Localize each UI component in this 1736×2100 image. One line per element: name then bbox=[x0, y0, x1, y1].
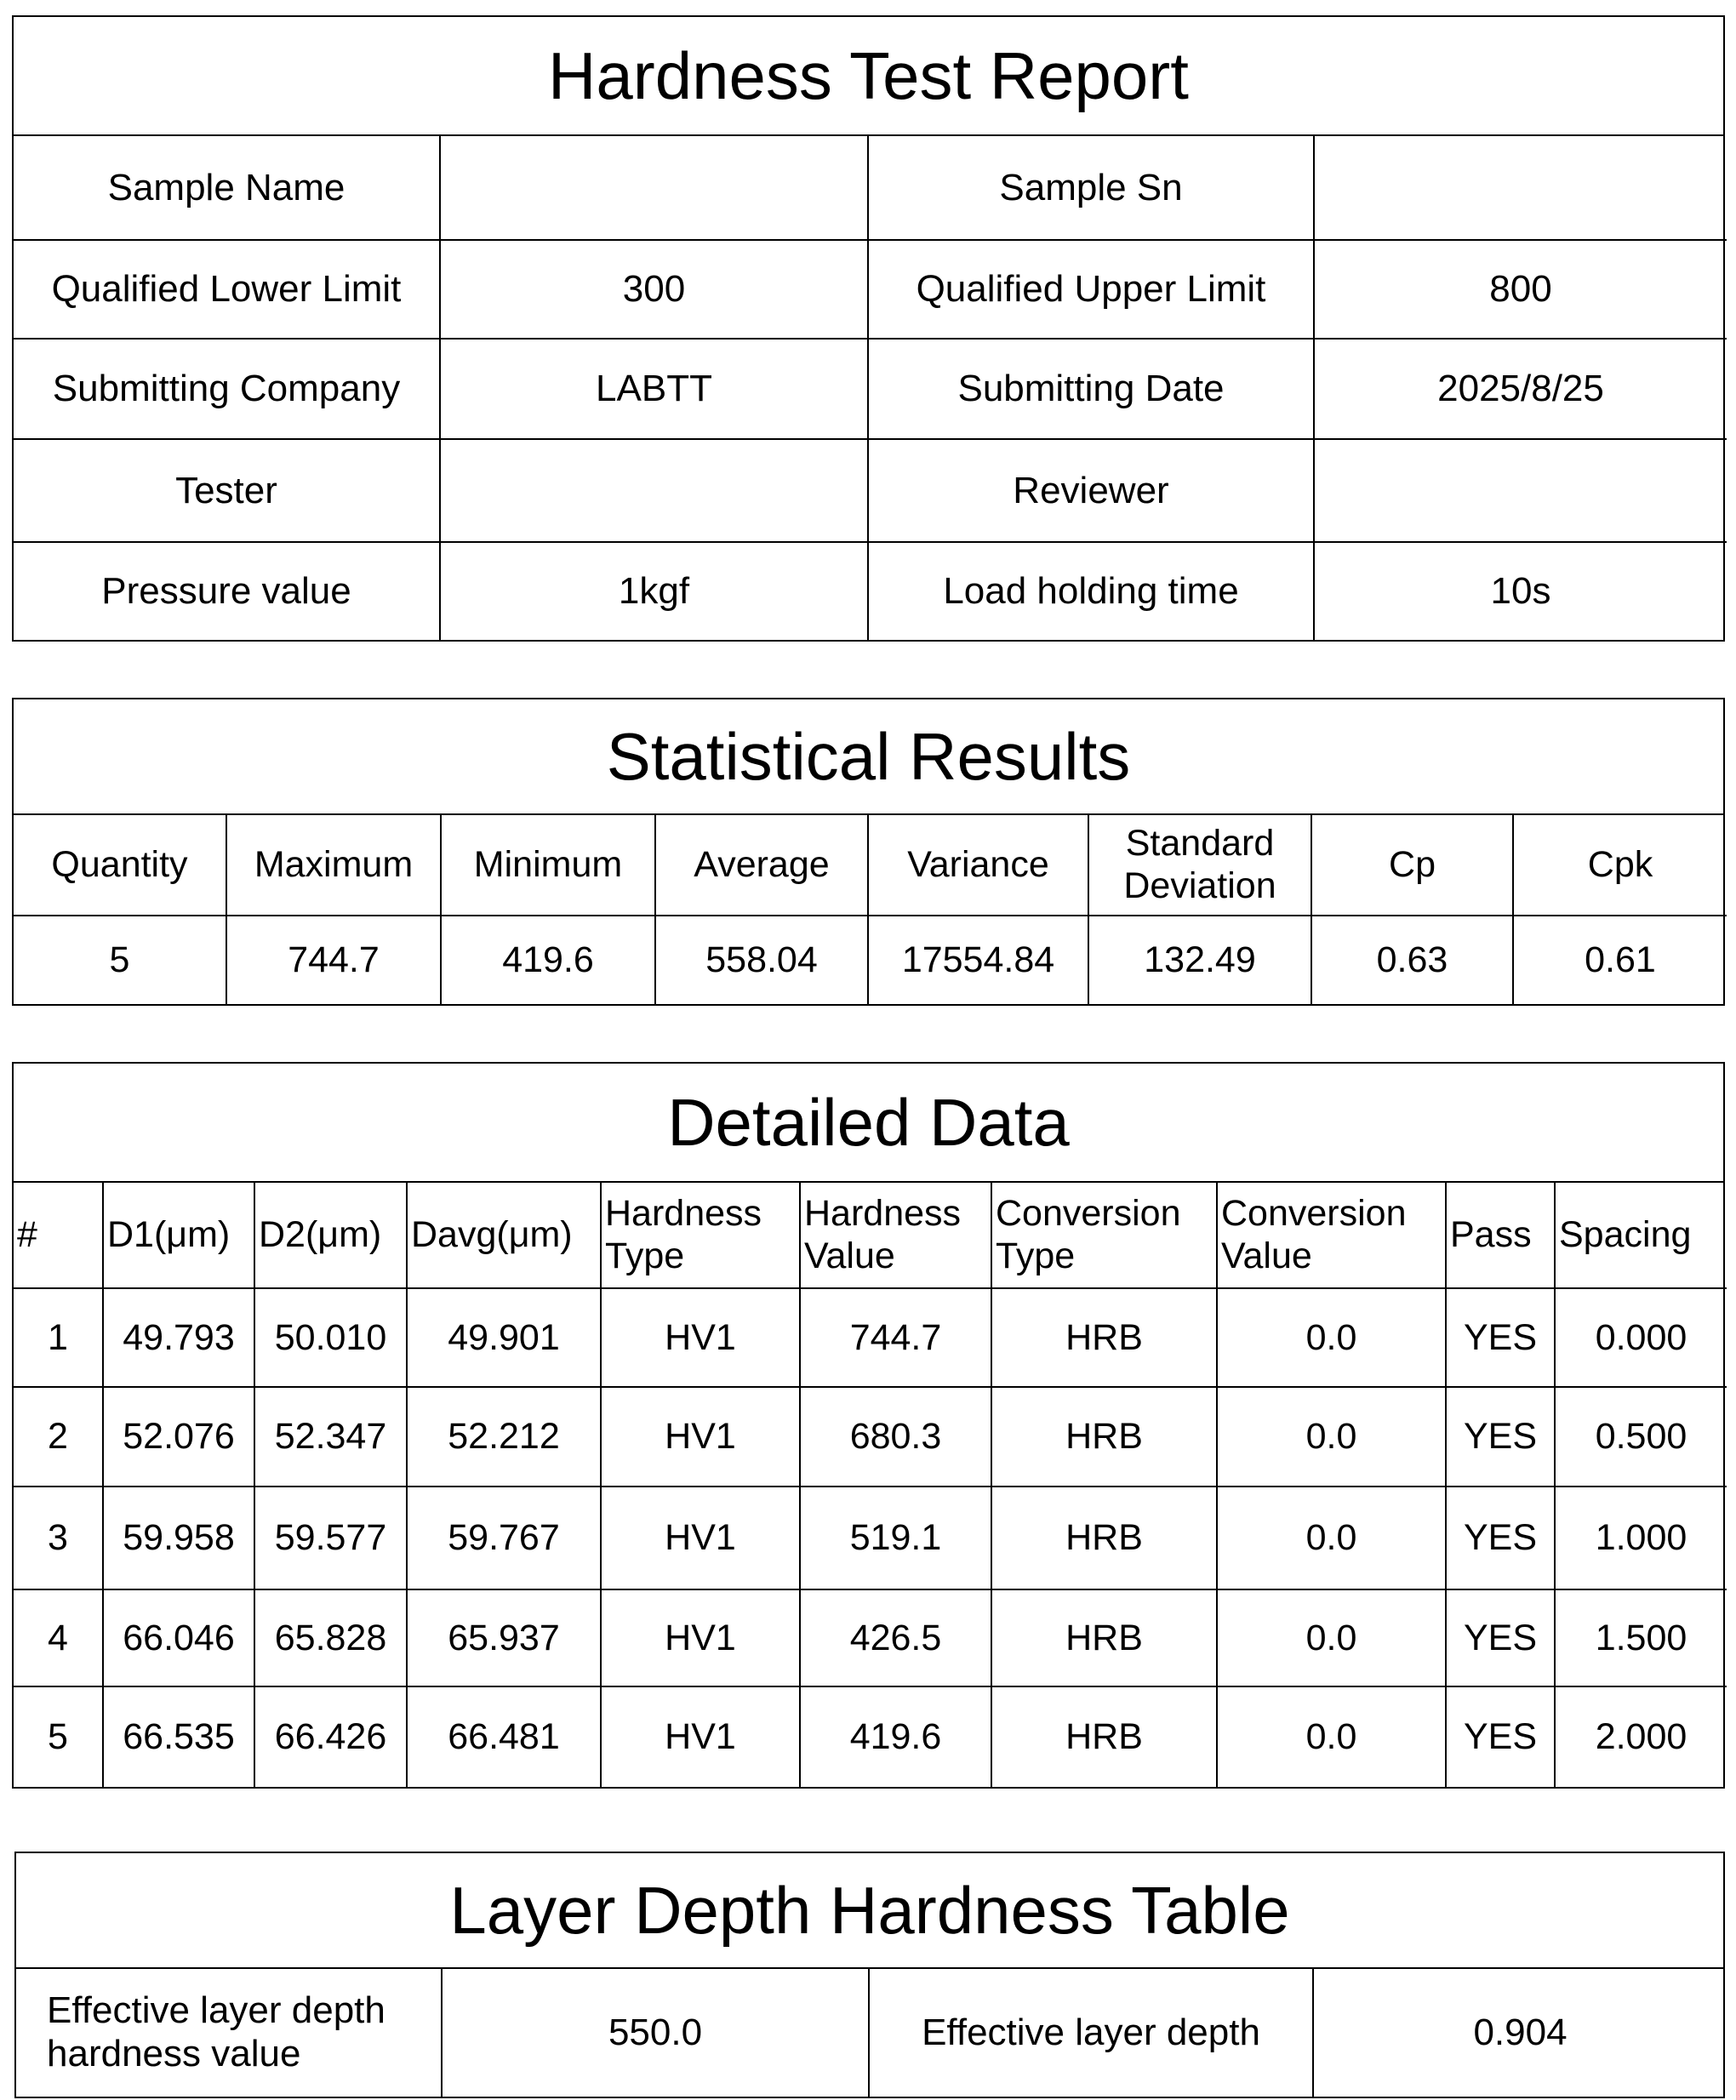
table-row bbox=[14, 1589, 1727, 1686]
detail-cell: HV1 bbox=[601, 1686, 800, 1787]
stat-value: 0.63 bbox=[1311, 916, 1513, 1004]
detail-section bbox=[12, 1062, 1725, 1789]
stat-header: Cpk bbox=[1513, 815, 1727, 916]
stat-value: 17554.84 bbox=[868, 916, 1088, 1004]
detail-cell: HV1 bbox=[601, 1487, 800, 1589]
stat-header: Cp bbox=[1311, 815, 1513, 916]
detail-cell: 1 bbox=[14, 1288, 103, 1387]
detail-cell: YES bbox=[1446, 1487, 1555, 1589]
detail-cell: 744.7 bbox=[800, 1288, 991, 1387]
detail-cell: 52.076 bbox=[103, 1387, 254, 1487]
detail-cell: HRB bbox=[991, 1589, 1217, 1686]
info-label: Pressure value bbox=[14, 542, 440, 640]
detail-title: Detailed Data bbox=[14, 1064, 1723, 1183]
detail-header: Hardness Type bbox=[601, 1183, 800, 1288]
detail-cell: 66.481 bbox=[407, 1686, 601, 1787]
detail-cell: 680.3 bbox=[800, 1387, 991, 1487]
detail-cell: 66.426 bbox=[254, 1686, 407, 1787]
statistics-section bbox=[12, 698, 1725, 1006]
layer-section bbox=[14, 1852, 1725, 2098]
detail-cell: 52.347 bbox=[254, 1387, 407, 1487]
info-row bbox=[14, 136, 1727, 240]
stat-value: 5 bbox=[14, 916, 226, 1004]
detail-cell: 65.828 bbox=[254, 1589, 407, 1686]
detail-cell: 3 bbox=[14, 1487, 103, 1589]
detail-cell: 2.000 bbox=[1555, 1686, 1727, 1787]
layer-label: Effective layer depth bbox=[869, 1969, 1313, 2097]
detail-cell: 0.000 bbox=[1555, 1288, 1727, 1387]
detail-cell: 59.958 bbox=[103, 1487, 254, 1589]
detail-cell: YES bbox=[1446, 1686, 1555, 1787]
info-label: Tester bbox=[14, 439, 440, 542]
info-label: Qualified Upper Limit bbox=[868, 240, 1314, 339]
info-value bbox=[1314, 439, 1727, 542]
detail-cell: 66.535 bbox=[103, 1686, 254, 1787]
detail-cell: 426.5 bbox=[800, 1589, 991, 1686]
detail-cell: 5 bbox=[14, 1686, 103, 1787]
detail-cell: 49.901 bbox=[407, 1288, 601, 1387]
table-row bbox=[14, 1387, 1727, 1487]
detail-cell: HRB bbox=[991, 1686, 1217, 1787]
statistics-header-row bbox=[14, 815, 1727, 916]
layer-value: 0.904 bbox=[1313, 1969, 1727, 2097]
info-label: Submitting Date bbox=[868, 339, 1314, 439]
info-value: 10s bbox=[1314, 542, 1727, 640]
detail-cell: 52.212 bbox=[407, 1387, 601, 1487]
detail-cell: 2 bbox=[14, 1387, 103, 1487]
layer-value: 550.0 bbox=[442, 1969, 869, 2097]
detail-cell: 519.1 bbox=[800, 1487, 991, 1589]
table-row bbox=[14, 1288, 1727, 1387]
detail-cell: 1.000 bbox=[1555, 1487, 1727, 1589]
detail-cell: 0.0 bbox=[1217, 1686, 1446, 1787]
info-row bbox=[14, 542, 1727, 640]
info-value: LABTT bbox=[440, 339, 868, 439]
report-section bbox=[12, 15, 1725, 642]
detail-cell: HRB bbox=[991, 1487, 1217, 1589]
report-title: Hardness Test Report bbox=[14, 17, 1723, 136]
detail-cell: 4 bbox=[14, 1589, 103, 1686]
detail-cell: HV1 bbox=[601, 1589, 800, 1686]
statistics-value-row bbox=[14, 916, 1727, 1004]
detail-cell: 1.500 bbox=[1555, 1589, 1727, 1686]
table-row bbox=[14, 1487, 1727, 1589]
layer-table bbox=[16, 1969, 1727, 2097]
detail-cell: 0.0 bbox=[1217, 1487, 1446, 1589]
detail-cell: 0.0 bbox=[1217, 1288, 1446, 1387]
stat-value: 132.49 bbox=[1088, 916, 1311, 1004]
detail-cell: HRB bbox=[991, 1288, 1217, 1387]
detail-header: Davg(μm) bbox=[407, 1183, 601, 1288]
detail-header: Hardness Value bbox=[800, 1183, 991, 1288]
info-value: 2025/8/25 bbox=[1314, 339, 1727, 439]
detail-cell: HV1 bbox=[601, 1288, 800, 1387]
info-label: Sample Name bbox=[14, 136, 440, 240]
detail-cell: 59.767 bbox=[407, 1487, 601, 1589]
info-row bbox=[14, 240, 1727, 339]
detail-header: Pass bbox=[1446, 1183, 1555, 1288]
detail-cell: 59.577 bbox=[254, 1487, 407, 1589]
detail-header: Conversion Type bbox=[991, 1183, 1217, 1288]
detail-cell: 66.046 bbox=[103, 1589, 254, 1686]
statistics-table bbox=[14, 815, 1727, 1004]
stat-header: Variance bbox=[868, 815, 1088, 916]
stat-value: 744.7 bbox=[226, 916, 441, 1004]
detail-cell: 0.500 bbox=[1555, 1387, 1727, 1487]
info-row bbox=[14, 339, 1727, 439]
detail-cell: YES bbox=[1446, 1589, 1555, 1686]
report-info-table bbox=[14, 136, 1727, 640]
stat-value: 419.6 bbox=[441, 916, 655, 1004]
detail-header: D1(μm) bbox=[103, 1183, 254, 1288]
layer-row bbox=[16, 1969, 1727, 2097]
detail-cell: 0.0 bbox=[1217, 1387, 1446, 1487]
stat-header: Quantity bbox=[14, 815, 226, 916]
info-value: 300 bbox=[440, 240, 868, 339]
detail-cell: YES bbox=[1446, 1288, 1555, 1387]
detail-cell: HV1 bbox=[601, 1387, 800, 1487]
info-value bbox=[440, 439, 868, 542]
detail-cell: 0.0 bbox=[1217, 1589, 1446, 1686]
detail-cell: YES bbox=[1446, 1387, 1555, 1487]
table-row bbox=[14, 1686, 1727, 1787]
detail-cell: 50.010 bbox=[254, 1288, 407, 1387]
info-label: Reviewer bbox=[868, 439, 1314, 542]
info-label: Submitting Company bbox=[14, 339, 440, 439]
detail-header-row bbox=[14, 1183, 1727, 1288]
detail-header: Conversion Value bbox=[1217, 1183, 1446, 1288]
detail-header: Spacing bbox=[1555, 1183, 1727, 1288]
info-label: Sample Sn bbox=[868, 136, 1314, 240]
info-value: 1kgf bbox=[440, 542, 868, 640]
detail-cell: HRB bbox=[991, 1387, 1217, 1487]
stat-header: Standard Deviation bbox=[1088, 815, 1311, 916]
detail-header: # bbox=[14, 1183, 103, 1288]
statistics-title: Statistical Results bbox=[14, 699, 1723, 815]
layer-title: Layer Depth Hardness Table bbox=[16, 1853, 1723, 1969]
detail-cell: 419.6 bbox=[800, 1686, 991, 1787]
info-label: Qualified Lower Limit bbox=[14, 240, 440, 339]
stat-header: Minimum bbox=[441, 815, 655, 916]
stat-header: Average bbox=[655, 815, 868, 916]
info-value bbox=[1314, 136, 1727, 240]
info-label: Load holding time bbox=[868, 542, 1314, 640]
layer-label: Effective layer depth hardness value bbox=[16, 1969, 442, 2097]
info-row bbox=[14, 439, 1727, 542]
detail-header: D2(μm) bbox=[254, 1183, 407, 1288]
detail-table bbox=[14, 1183, 1727, 1787]
info-value bbox=[440, 136, 868, 240]
detail-cell: 65.937 bbox=[407, 1589, 601, 1686]
stat-value: 0.61 bbox=[1513, 916, 1727, 1004]
stat-header: Maximum bbox=[226, 815, 441, 916]
info-value: 800 bbox=[1314, 240, 1727, 339]
stat-value: 558.04 bbox=[655, 916, 868, 1004]
detail-cell: 49.793 bbox=[103, 1288, 254, 1387]
